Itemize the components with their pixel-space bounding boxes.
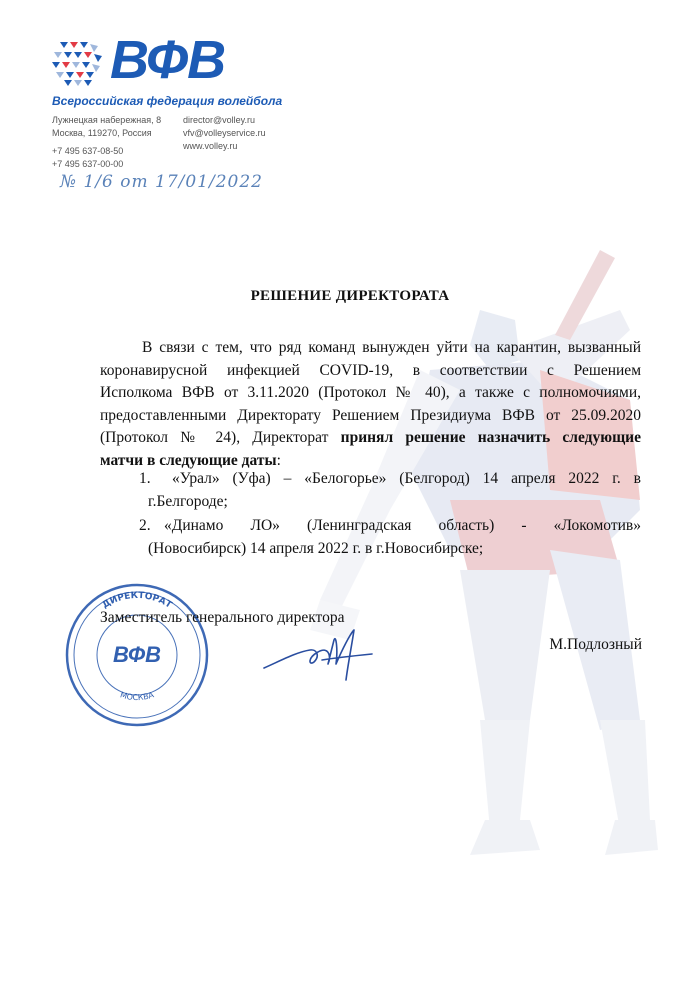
list-line: «Урал» (Уфа) – «Белогорье» (Белгород) 14 апреля 2022 г. в — [172, 470, 641, 487]
website-link[interactable]: www.volley.ru — [183, 141, 238, 151]
paragraph-bold-text: принял решение назначить следующие — [340, 429, 641, 447]
email-link[interactable]: director@volley.ru — [183, 115, 255, 125]
svg-text:МОСКВА — [119, 690, 155, 702]
paragraph-line: Исполкома ВФВ от 3.11.2020 (Протокол № 40), а также с полномочиями, — [100, 384, 641, 402]
vfv-logo-icon — [50, 38, 108, 88]
logo-wordmark: ВФВ — [110, 30, 226, 90]
document-title: РЕШЕНИЕ ДИРЕКТОРАТА — [250, 288, 450, 304]
paragraph-line: В связи с тем, что ряд команд вынужден уйти на карантин, вызванный — [142, 339, 641, 356]
paragraph-text: : — [276, 451, 281, 469]
paragraph-line: предоставленными Директорату Решением Президиума ВФВ от 25.09.2020 — [100, 406, 641, 424]
list-number: 1. — [139, 470, 151, 487]
signatory-role: Заместитель генерального директора — [100, 609, 345, 626]
address-line: Москва, 119270, Россия — [52, 128, 152, 138]
stamp-top-text: ДИРЕКТОРАТ — [100, 590, 174, 611]
paragraph-line: коронавирусной инфекцией COVID-19, в соответствии с Решением — [100, 361, 641, 379]
organization-stamp — [62, 580, 212, 730]
list-item — [140, 468, 641, 513]
list-item — [140, 515, 641, 560]
handwritten-signature — [262, 620, 382, 690]
paragraph-line — [100, 427, 641, 450]
stamp-bottom-text: МОСКВА — [119, 690, 155, 703]
phone-number: +7 495 637-00-00 — [52, 159, 124, 169]
match-list — [140, 468, 641, 560]
list-line: г.Белгороде; — [148, 492, 228, 510]
address-block — [52, 114, 161, 140]
signatory-name: М.Подлозный — [549, 636, 642, 653]
registration-number: № 1/6 от 17/01/2022 — [60, 172, 263, 192]
decision-paragraph — [100, 337, 641, 473]
phone-number: +7 495 637-08-50 — [52, 146, 124, 156]
list-line: «Динамо ЛО» (Ленинградская область) - «Локомотив» — [164, 517, 641, 535]
phone-block — [52, 145, 123, 171]
paragraph-bold-text: матчи в следующие даты — [100, 451, 277, 469]
email-block — [183, 114, 266, 153]
address-line: Лужнецкая набережная, 8 — [52, 115, 162, 125]
stamp-center-text: ВФВ — [112, 642, 162, 667]
paragraph-text: (Протокол № 24), Директорат — [100, 429, 329, 447]
email-link[interactable]: vfv@volleyservice.ru — [183, 128, 266, 138]
organization-name: Всероссийская федерация волейбола — [52, 94, 283, 108]
list-number: 2. — [139, 517, 151, 535]
list-line: (Новосибирск) 14 апреля 2022 г. в г.Новосибирске; — [148, 539, 484, 557]
